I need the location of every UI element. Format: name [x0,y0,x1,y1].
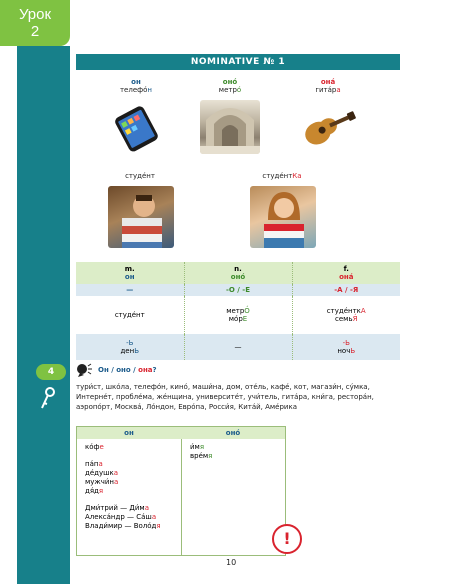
word-telefon: телефо́н [119,86,152,94]
page-number: 10 [226,558,237,567]
soft-sign-m: -Ь денЬ [76,334,184,360]
list-item: вре́мя [190,452,213,460]
speaking-head-icon [76,363,94,377]
soft-sign-n: — [184,334,292,360]
list-item: Влади́мир — Воло́дя [85,522,161,530]
key-icon [38,386,58,410]
exercise-header [76,362,157,378]
metro-image [200,100,260,154]
sidebar-strip [17,46,70,584]
ending-n: -О / -Е [184,284,292,296]
list-item: Алекса́ндр — Са́ша [85,513,157,521]
section-title: NOMINATIVE № 1 [76,54,400,70]
phone-image [110,104,162,152]
soft-sign-f: -Ь ночЬ [292,334,400,360]
exercise-number-badge: 4 [36,364,66,380]
t2-header-on: он [124,429,134,437]
list-item: Дми́трий — Ди́ма [85,504,149,512]
col-neuter: n. оно́ [184,262,292,284]
example-f: студе́нткА семьЯ́ [292,296,400,334]
lesson-tab [0,0,70,46]
ending-m: — [76,284,184,296]
warning-icon: ! [272,524,302,554]
endings-table [76,262,400,360]
word-gitara: гита́ра [315,86,341,94]
word-student-f: студе́нтКа [262,172,302,180]
col-feminine: f. она́ [292,262,400,284]
word-student-m: студе́нт [125,172,155,180]
t2-header-ono: оно́ [225,429,241,437]
gender-label-m: он [131,78,141,86]
gender-examples-table [76,426,286,556]
lesson-label: Урок [18,6,52,23]
list-item: па́па [85,460,103,468]
word-metro: метро́ [218,86,242,94]
list-item: де́душка [85,469,119,477]
list-item: дя́дя [85,487,104,495]
list-item: ко́фе [85,443,104,451]
exercise-title: Он / оно / она? [98,366,157,374]
gender-label-f: она́ [320,78,336,86]
male-student-image [108,186,174,248]
ending-f: -А / -Я [292,284,400,296]
t2-col-neuter [181,439,285,555]
example-m: студе́нт [76,296,184,334]
example-n: метрО́ мо́рЕ [184,296,292,334]
lesson-number: 2 [30,23,40,40]
exercise-word-list: тури́ст, шко́ла, телефо́н, кино́, маши́на, дом, оте́ль, кафе́, кот, магази́н, су́мка, Интерне́т, пробле́ма, же́нщина, университе́т, учи́тель, гита́ра, кни́га, рестора́н, аэропо́рт, Москва́, Ло́ндон, Евро́па, Росси́я, Кита́й, Аме́рика [76,383,374,411]
t2-col-masculine [77,439,181,555]
list-item: мужчи́на [85,478,119,486]
female-student-image [250,186,316,248]
guitar-image [300,106,358,146]
list-item: и́мя [190,443,205,451]
gender-label-n: оно́ [222,78,238,86]
col-masculine: m. он [76,262,184,284]
